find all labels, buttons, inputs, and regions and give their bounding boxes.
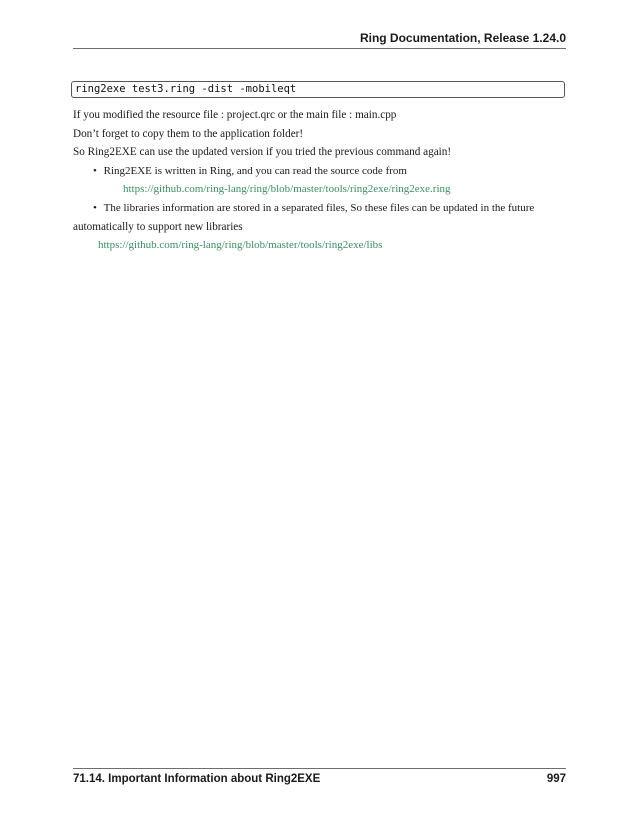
paragraph-continuation: automatically to support new libraries <box>73 221 243 233</box>
bullet-item <box>93 201 534 215</box>
bullet-marker: • <box>93 202 97 214</box>
ring2exe-source-link[interactable]: https://github.com/ring-lang/ring/blob/master/tools/ring2exe/ring2exe.ring <box>123 183 451 195</box>
footer-page-number: 997 <box>546 773 566 785</box>
paragraph-resource-file: If you modified the resource file : project.qrc or the main file : main.cpp <box>73 109 397 121</box>
paragraph-updated-version: So Ring2EXE can use the updated version if you tried the previous command again! <box>73 146 452 158</box>
footer-divider <box>73 768 566 769</box>
ring2exe-libs-link[interactable]: https://github.com/ring-lang/ring/blob/master/tools/ring2exe/libs <box>98 239 383 251</box>
page-header-title: Ring Documentation, Release 1.24.0 <box>359 31 566 45</box>
header-divider <box>73 48 566 49</box>
bullet-marker: • <box>93 165 97 177</box>
bullet-text: Ring2EXE is written in Ring, and you can read the source code from <box>103 165 407 177</box>
bullet-item <box>93 164 407 178</box>
footer-section-title: 71.14. Important Information about Ring2EXE <box>73 773 321 785</box>
code-block: ring2exe test3.ring -dist -mobileqt <box>71 81 565 98</box>
paragraph-copy-files: Don’t forget to copy them to the application folder! <box>73 128 304 140</box>
bullet-text: The libraries information are stored in a separated files, So these files can be updated in the future <box>103 202 535 214</box>
